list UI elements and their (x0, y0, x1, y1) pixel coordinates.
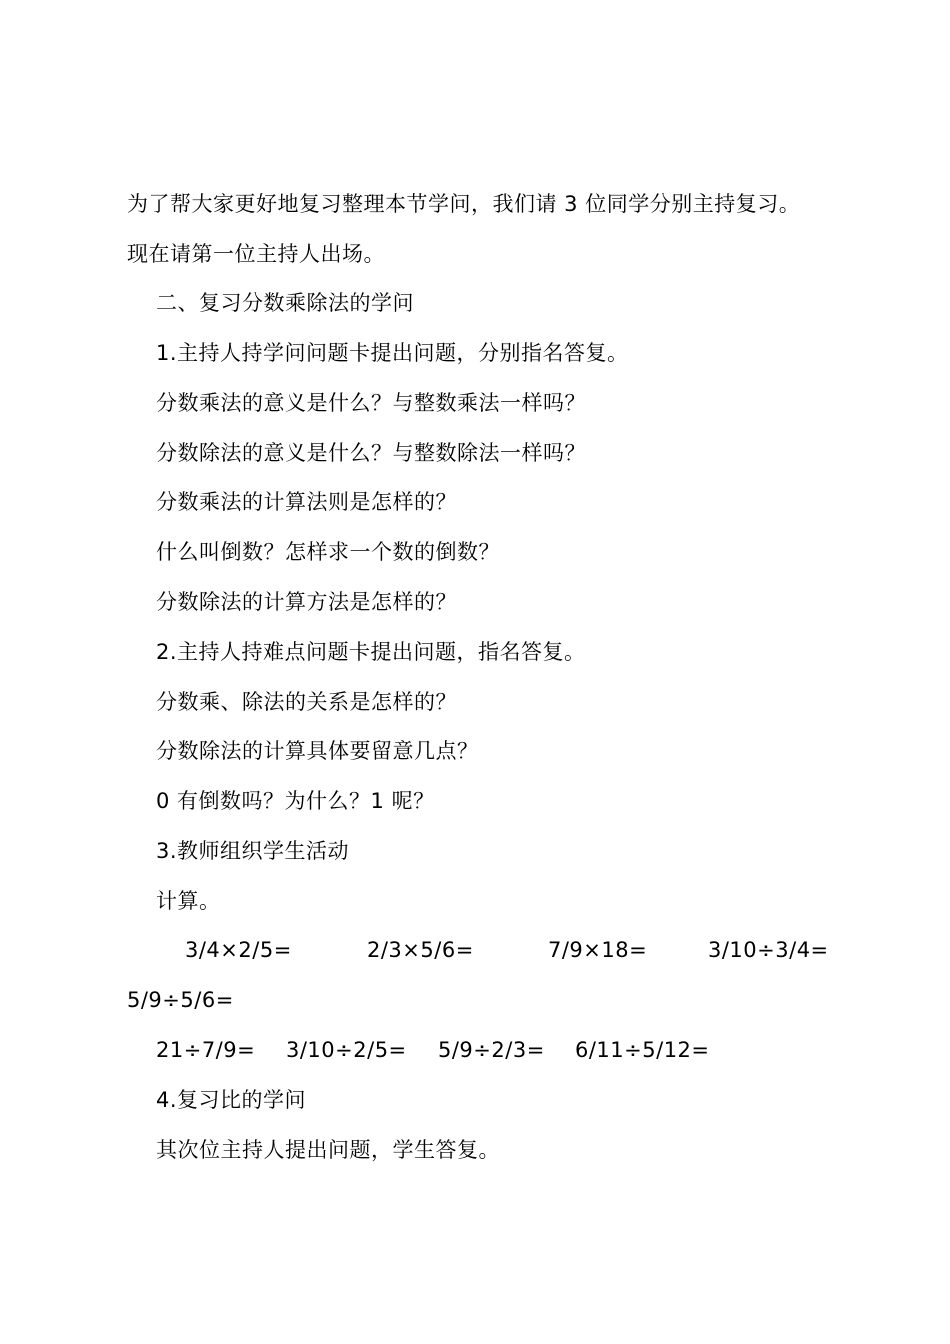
paragraph-intro-continued: 现在请第一位主持人出场。 (127, 242, 385, 266)
exercise-item: 6/11÷5/12= (575, 1038, 710, 1062)
question-line: 分数除法的计算方法是怎样的？ (156, 590, 457, 614)
paragraph-intro: 为了帮大家更好地复习整理本节学问，我们请 3 位同学分别主持复习。 (127, 192, 801, 216)
step-2-heading: 2.主持人持难点问题卡提出问题，指名答复。 (156, 640, 586, 664)
question-line: 0 有倒数吗？为什么？1 呢？ (156, 789, 435, 813)
step-4-heading: 4.复习比的学问 (156, 1088, 307, 1112)
exercise-item: 3/10÷2/5= (286, 1038, 407, 1062)
question-line: 分数乘法的计算法则是怎样的？ (156, 490, 457, 514)
calc-label: 计算。 (156, 889, 221, 913)
question-line: 分数除法的意义是什么？与整数除法一样吗？ (156, 441, 586, 465)
question-line: 什么叫倒数？怎样求一个数的倒数？ (156, 540, 500, 564)
question-line: 分数乘、除法的关系是怎样的？ (156, 690, 457, 714)
exercise-item: 5/9÷2/3= (438, 1038, 545, 1062)
step-3-heading: 3.教师组织学生活动 (156, 839, 350, 863)
exercise-item: 3/10÷3/4= (708, 938, 829, 962)
question-line: 分数乘法的意义是什么？与整数乘法一样吗？ (156, 391, 586, 415)
paragraph-line: 其次位主持人提出问题，学生答复。 (156, 1138, 500, 1162)
exercise-item: 5/9÷5/6= (127, 988, 234, 1012)
step-1-heading: 1.主持人持学问问题卡提出问题，分别指名答复。 (156, 341, 629, 365)
exercise-item: 7/9×18= (548, 938, 648, 962)
exercise-item: 2/3×5/6= (367, 938, 474, 962)
question-line: 分数除法的计算具体要留意几点？ (156, 739, 479, 763)
section-heading: 二、复习分数乘除法的学问 (156, 291, 414, 315)
exercise-item: 3/4×2/5= (185, 938, 292, 962)
exercise-item: 21÷7/9= (156, 1038, 256, 1062)
